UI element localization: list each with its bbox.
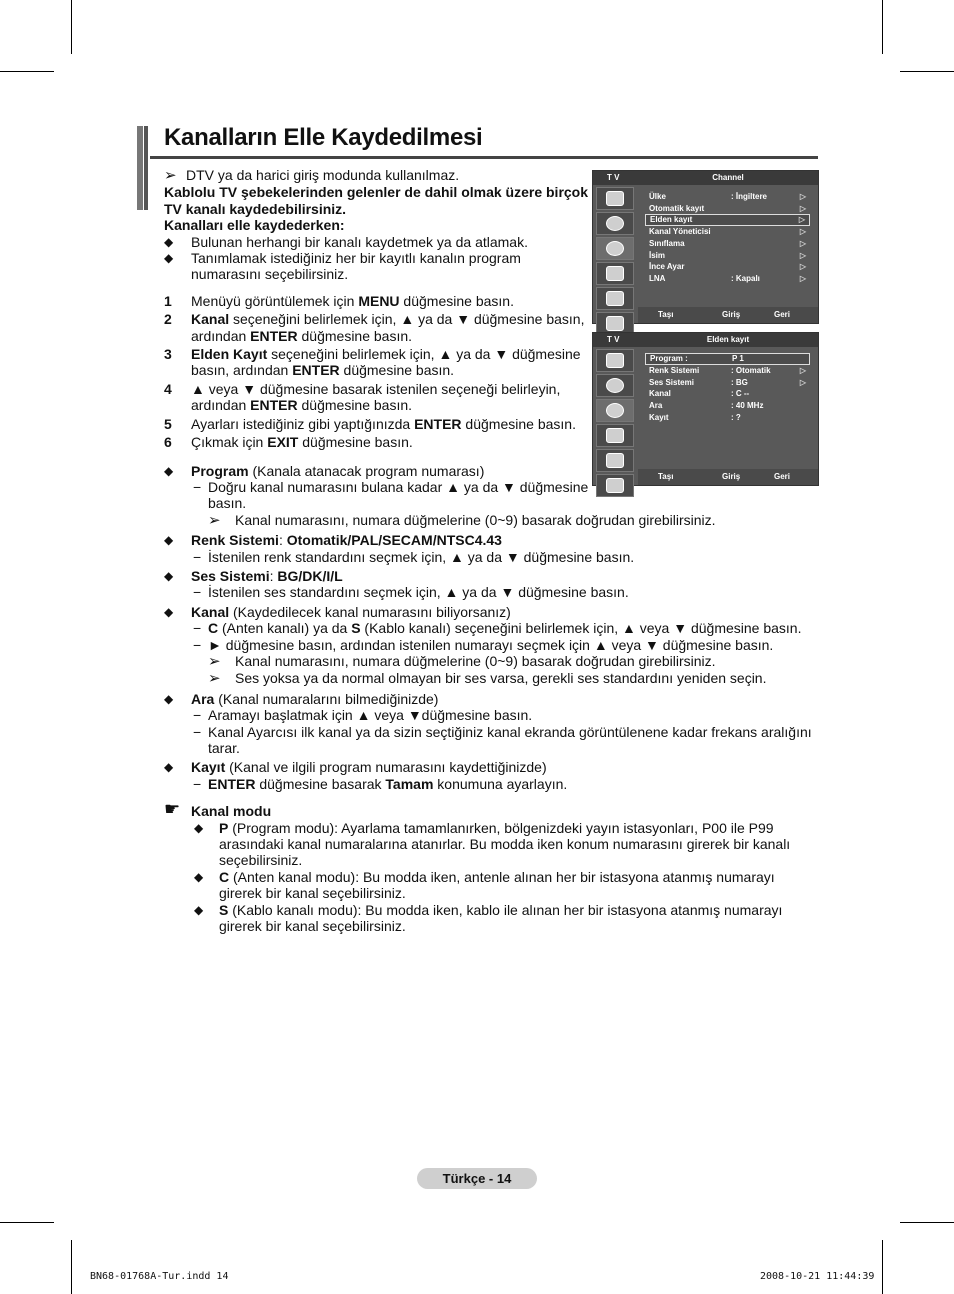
option-desc: − Aramayı başlatmak için ▲ veya ▼düğmesine basın. bbox=[193, 707, 533, 724]
arrow-right-icon: ▷ bbox=[799, 250, 806, 260]
option-desc: − ► düğmesine basın, ardından istenilen numarayı seçmek için ▲ veya ▼ düğmesine basın. bbox=[193, 636, 774, 653]
mode-p: ◆ P (Program modu): Ayarlama tamamlanırken, bölgenizdeki yayın istasyonları, P00 ile P99 bbox=[194, 819, 774, 836]
note-line: ➢ DTV ya da harici giriş modunda kullanılmaz. bbox=[164, 167, 460, 184]
option-search: ◆ Ara (Kanal numaralarını bilmediğinizde) bbox=[164, 690, 439, 707]
option-program: ◆ Program (Kanala atanacak program numarası) bbox=[164, 462, 485, 479]
menu-row: Kayıt : ? bbox=[649, 412, 741, 422]
crop-mark bbox=[0, 71, 54, 72]
diamond-icon: ◆ bbox=[164, 604, 174, 619]
note-line: ➢ Kanal numarasını, numara düğmelerine (0~9) basarak doğrudan girebilirsiniz. bbox=[208, 511, 716, 529]
diamond-icon: ◆ bbox=[194, 820, 204, 835]
menu-row: Ara : 40 MHz bbox=[649, 401, 764, 411]
option-desc: − İstenilen renk standardını seçmek için, ▲ ya da ▼ düğmesine basın. bbox=[193, 548, 635, 565]
menu-row: Sınıflama ▷ bbox=[649, 239, 806, 249]
step-5: 5 Ayarları istediğiniz gibi yaptığınızda ENTER düğmesine basın. bbox=[164, 415, 576, 432]
mode-c-cont: girerek bir kanal seçebilirsiniz. bbox=[219, 885, 406, 902]
channel-mode-title: ☛ Kanal modu bbox=[164, 799, 272, 820]
screen-title: Elden kayıt bbox=[706, 335, 750, 344]
document-body bbox=[164, 167, 824, 934]
option-desc: − Doğru kanal numarasını bulana kadar ▲ ya da ▼ düğmesine bbox=[193, 478, 589, 495]
menu-row: Ses Sistemi : BG ▷ bbox=[649, 377, 806, 387]
mode-s: ◆ S (Kablo kanalı modu): Bu modda iken, kablo ile alınan her bir istasyona atanmış numarayı bbox=[194, 901, 783, 918]
intro-text: Kanalları elle kaydederken: bbox=[164, 217, 345, 234]
page-number-badge: Türkçe - 14 bbox=[417, 1168, 537, 1189]
diamond-icon: ◆ bbox=[194, 902, 204, 917]
option-desc: − Kanal Ayarcısı ilk kanal ya da sizin seçtiğiniz kanal ekranda görüntülenene kadar frekans aralığını bbox=[193, 723, 812, 740]
intro-text: Kablolu TV şebekelerinden gelenler de dahil olmak üzere birçok bbox=[164, 184, 589, 201]
option-desc-cont: basın. bbox=[208, 495, 247, 512]
option-desc-cont: tarar. bbox=[208, 740, 240, 756]
menu-row-selected: Program : P 1 bbox=[645, 353, 810, 365]
enter-hint: Giriş bbox=[722, 310, 741, 319]
step-4: 4 ▲ veya ▼ düğmesine basarak istenilen seçeneği belirleyin, bbox=[164, 380, 561, 397]
menu-row: İsim ▷ bbox=[649, 250, 806, 260]
note-line: ➢ Ses yoksa ya da normal olmayan bir ses varsa, gerekli ses standardını yeniden seçin. bbox=[208, 670, 767, 688]
crop-mark bbox=[882, 0, 883, 54]
crop-mark bbox=[900, 1222, 954, 1223]
mode-c: ◆ C (Anten kanal modu): Bu modda iken, antenle alınan her bir istasyona atanmış numarayı bbox=[194, 868, 775, 885]
arrow-right-icon: ▷ bbox=[799, 366, 806, 375]
diamond-icon: ◆ bbox=[194, 869, 204, 884]
screen-source-label: T V bbox=[607, 335, 620, 344]
menu-row: Renk Sistemi : Otomatik ▷ bbox=[649, 366, 806, 375]
option-color-system: ◆ Renk Sistemi: Otomatik/PAL/SECAM/NTSC4.43 bbox=[164, 532, 502, 549]
option-desc: − C (Anten kanalı) ya da S (Kablo kanalı) seçeneğini belirlemek için, ▲ veya ▼ düğmesine basın. bbox=[193, 620, 802, 637]
menu-row: Ülke : İngiltere ▷ bbox=[649, 192, 806, 201]
step-6: 6 Çıkmak için EXIT düğmesine basın. bbox=[164, 434, 413, 451]
note-arrow-icon: ➢ bbox=[208, 670, 221, 688]
intro-text: TV kanalı kaydedebilirsiniz. bbox=[164, 200, 347, 217]
step-3-cont: basın, ardından ENTER düğmesine basın. bbox=[191, 362, 455, 379]
option-channel: ◆ Kanal (Kaydedilecek kanal numarasını biliyorsanız) bbox=[164, 603, 511, 620]
arrow-right-icon: ▷ bbox=[799, 203, 806, 213]
arrow-right-icon: ▷ bbox=[799, 192, 806, 201]
side-bar-decoration bbox=[137, 126, 143, 210]
pointing-hand-icon: ☛ bbox=[164, 799, 181, 820]
side-bar-decoration bbox=[144, 126, 148, 210]
bullet-item-cont: numarasını seçebilirsiniz. bbox=[191, 266, 349, 283]
step-2-cont: ardından ENTER düğmesine basın. bbox=[191, 327, 413, 344]
diamond-icon: ◆ bbox=[164, 234, 174, 249]
menu-row: LNA : Kapalı ▷ bbox=[649, 274, 806, 284]
crop-mark bbox=[882, 1240, 883, 1294]
arrow-right-icon: ▷ bbox=[799, 227, 806, 237]
arrow-right-icon: ▷ bbox=[799, 274, 806, 284]
back-hint: Geri bbox=[774, 472, 791, 481]
menu-row: İnce Ayar ▷ bbox=[649, 262, 806, 272]
step-4-cont: ardından ENTER düğmesine basın. bbox=[191, 397, 413, 414]
enter-hint: Giriş bbox=[722, 472, 741, 481]
menu-row-selected: Elden kayıt ▷ bbox=[645, 214, 810, 226]
print-slug-right: 2008-10-21 11:44:39 bbox=[760, 1271, 875, 1282]
option-store: ◆ Kayıt (Kanal ve ilgili program numarasını kaydettiğinizde) bbox=[164, 759, 547, 776]
option-desc: − ENTER düğmesine basarak Tamam konumuna ayarlayın. bbox=[193, 775, 568, 792]
diamond-icon: ◆ bbox=[164, 463, 174, 478]
screen-source-label: T V bbox=[607, 173, 620, 182]
diamond-icon: ◆ bbox=[164, 533, 174, 548]
menu-row: Kanal Yöneticisi ▷ bbox=[649, 227, 806, 237]
mode-p-cont: seçebilirsiniz. bbox=[219, 852, 303, 869]
title-rule bbox=[150, 156, 818, 159]
diamond-icon: ◆ bbox=[164, 691, 174, 706]
note-arrow-icon: ➢ bbox=[208, 511, 221, 529]
menu-row: Otomatik kayıt ▷ bbox=[649, 203, 806, 213]
crop-mark bbox=[71, 1240, 72, 1294]
arrow-right-icon: ▷ bbox=[799, 239, 806, 249]
crop-mark bbox=[71, 0, 72, 54]
note-arrow-icon: ➢ bbox=[164, 167, 177, 184]
step-2: 2 Kanal seçeneğini belirlemek için, ▲ ya da ▼ düğmesine basın, bbox=[164, 311, 585, 328]
diamond-icon: ◆ bbox=[164, 760, 174, 775]
mode-s-cont: girerek bir kanal seçebilirsiniz. bbox=[219, 918, 406, 935]
option-sound-system: ◆ Ses Sistemi: BG/DK/I/L bbox=[164, 567, 343, 584]
arrow-right-icon: ▷ bbox=[799, 377, 806, 387]
move-hint: Taşı bbox=[658, 472, 674, 481]
step-3: 3 Elden Kayıt seçeneğini belirlemek için, ▲ ya da ▼ düğmesine bbox=[164, 346, 581, 363]
back-hint: Geri bbox=[774, 310, 791, 319]
crop-mark bbox=[900, 71, 954, 72]
arrow-right-icon: ▷ bbox=[798, 215, 805, 225]
bullet-item: ◆ Bulunan herhangi bir kanalı kaydetmek ya da atlamak. bbox=[164, 233, 528, 250]
note-arrow-icon: ➢ bbox=[208, 652, 221, 670]
diamond-icon: ◆ bbox=[164, 251, 174, 266]
arrow-right-icon: ▷ bbox=[799, 262, 806, 272]
diamond-icon: ◆ bbox=[164, 568, 174, 583]
screen-title: Channel bbox=[712, 173, 744, 182]
move-hint: Taşı bbox=[658, 310, 674, 319]
menu-row: Kanal : C -- bbox=[649, 389, 750, 399]
print-slug-left: BN68-01768A-Tur.indd 14 bbox=[90, 1271, 229, 1282]
bullet-item: ◆ Tanımlamak istediğiniz her bir kayıtlı kanalın program bbox=[164, 250, 521, 267]
option-desc: − İstenilen ses standardını seçmek için, ▲ ya da ▼ düğmesine basın. bbox=[193, 584, 629, 601]
page-title: Kanalların Elle Kaydedilmesi bbox=[164, 124, 483, 151]
crop-mark bbox=[0, 1222, 54, 1223]
note-line: ➢ Kanal numarasını, numara düğmelerine (0~9) basarak doğrudan girebilirsiniz. bbox=[208, 652, 716, 670]
step-1: 1 Menüyü görüntülemek için MENU düğmesine basın. bbox=[164, 292, 514, 309]
mode-p-cont: arasındaki kanal numaralarına atanırlar. Bu modda iken konum numarasını girerek bir kanalı bbox=[219, 836, 791, 853]
